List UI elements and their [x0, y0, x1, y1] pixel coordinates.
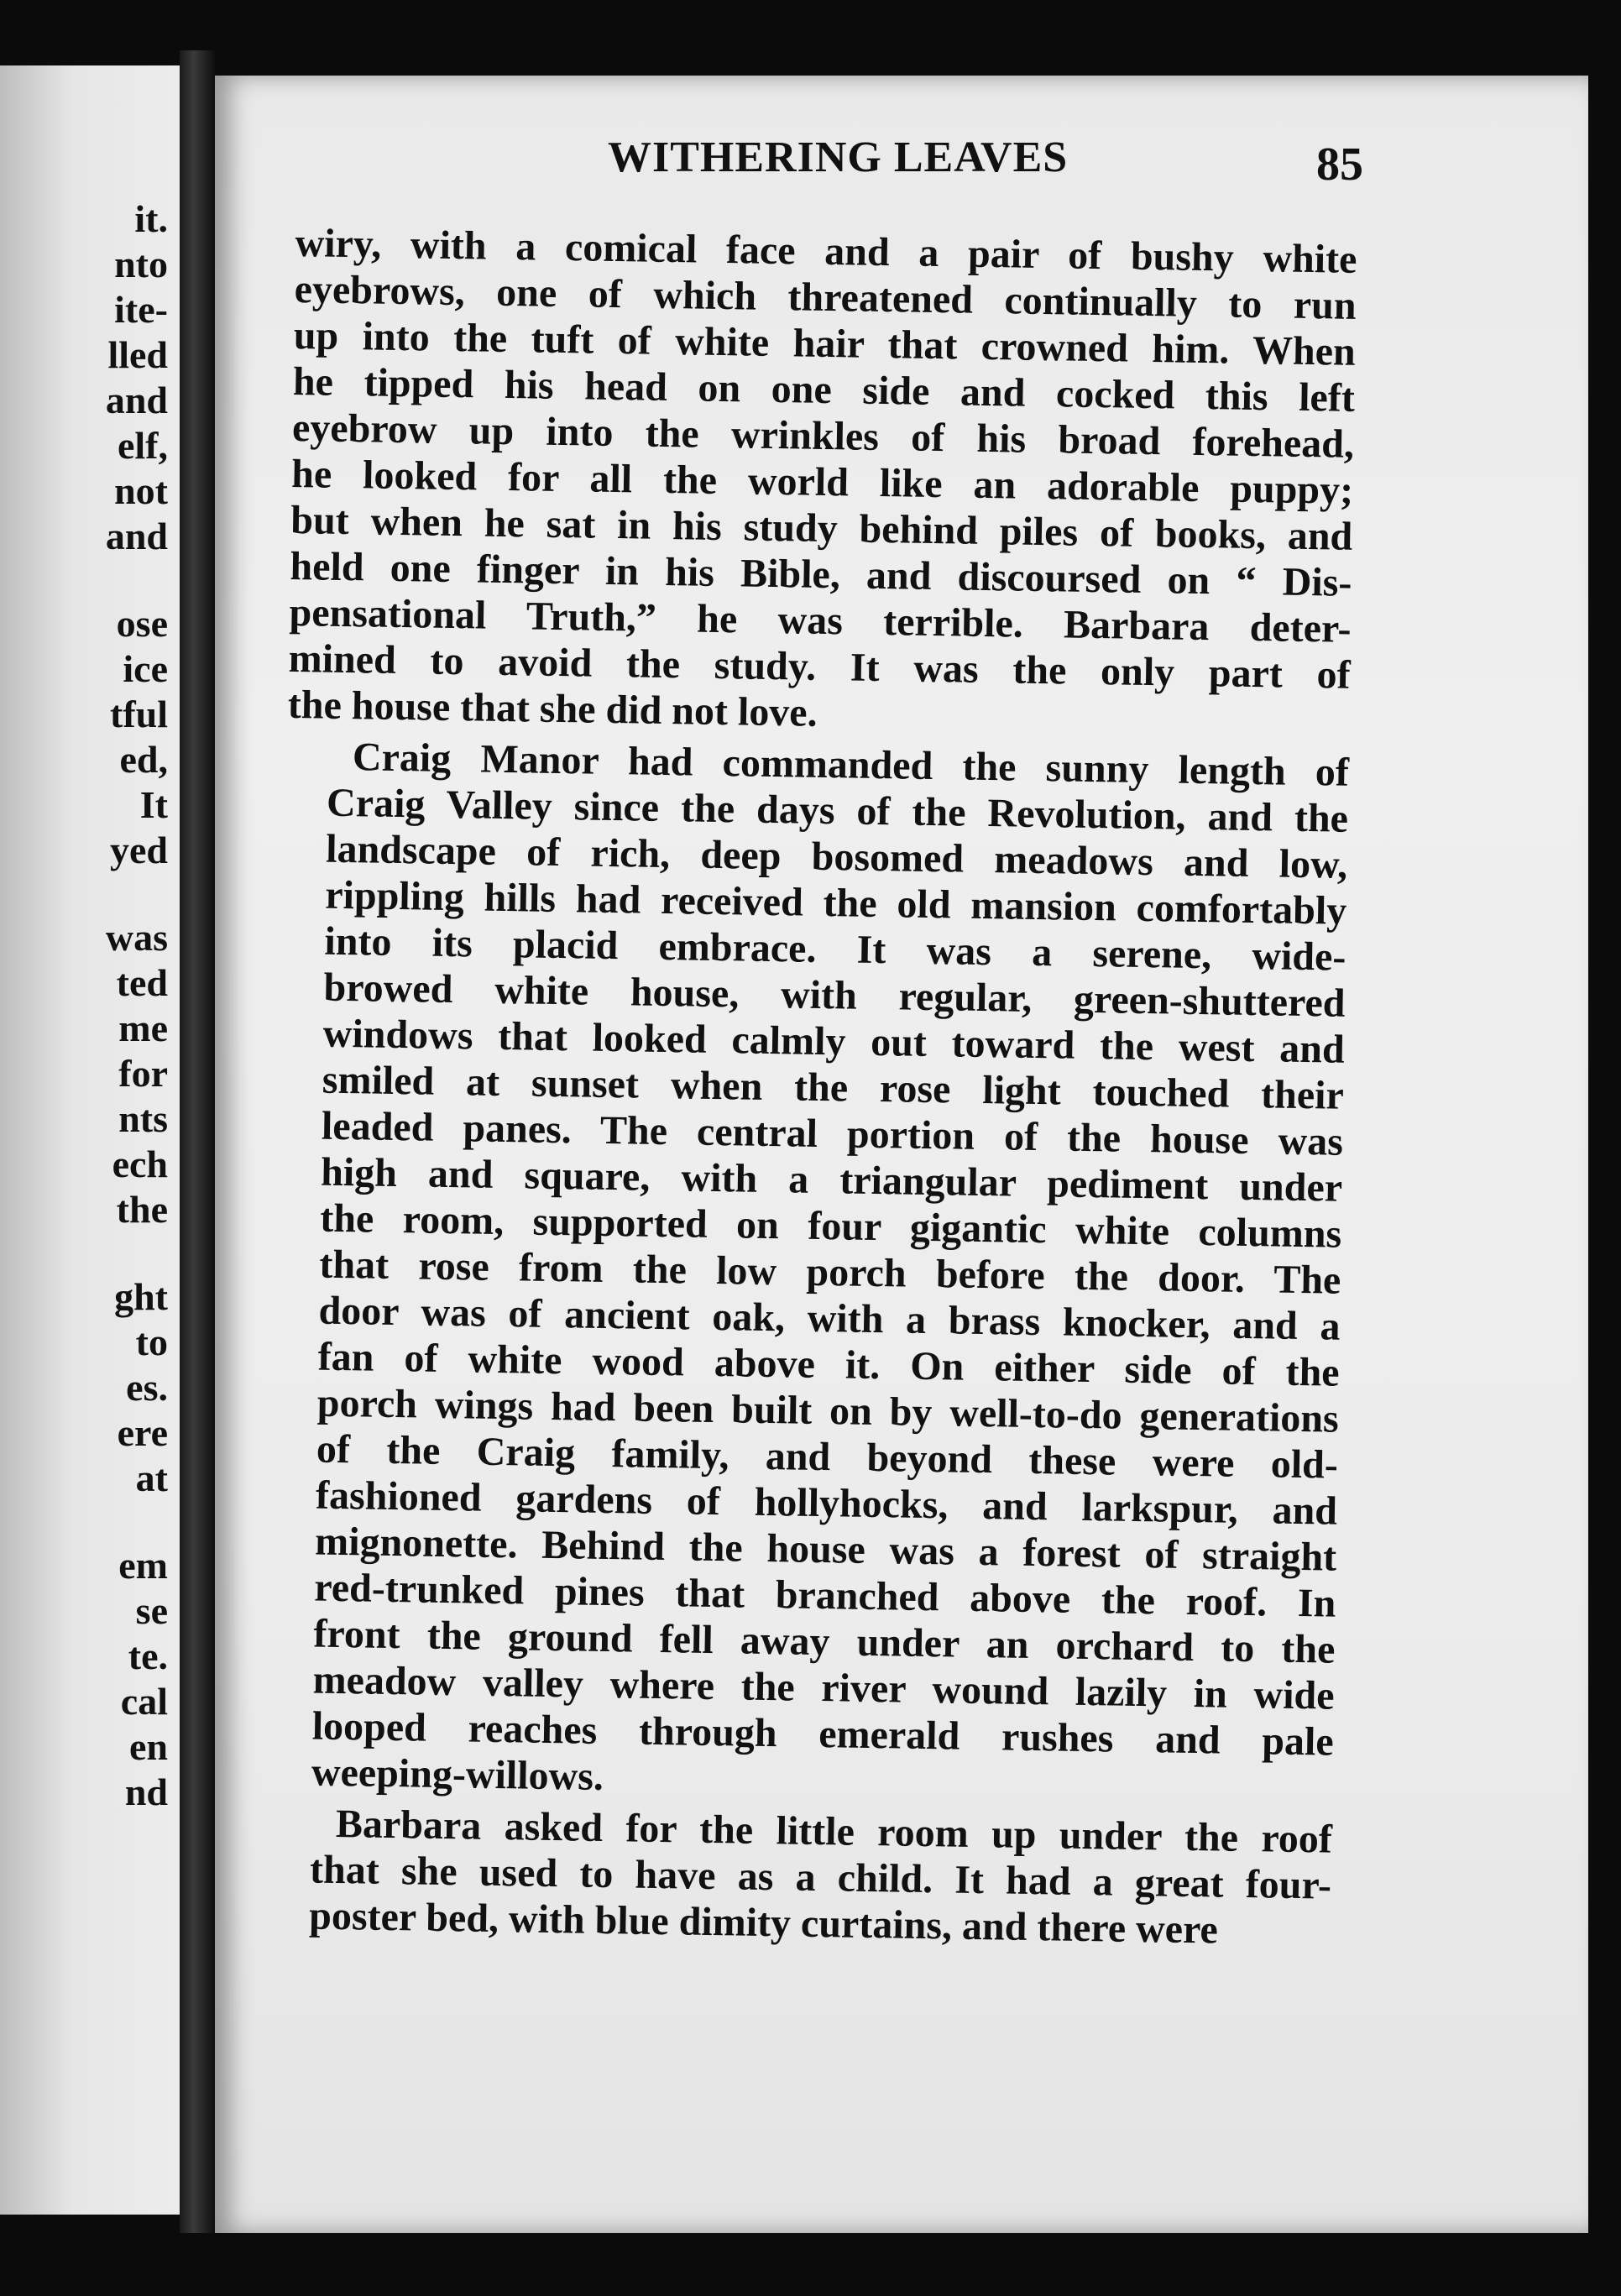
- facing-page-fragment: [0, 65, 180, 2215]
- facing-page-line-fragment: and: [105, 379, 168, 421]
- text-line: rippling hills had received the old mansion comfortably: [324, 872, 1347, 934]
- paragraph: [287, 220, 1357, 745]
- facing-page-line-fragment: ose: [116, 602, 168, 645]
- text-line: windows that looked calmly out toward the west and: [322, 1011, 1346, 1072]
- paragraph: [271, 733, 1350, 1812]
- text-line: fashioned gardens of hollyhocks, and larkspur, and: [315, 1472, 1338, 1534]
- text-line: mignonette. Behind the house was a forest of straight: [314, 1519, 1337, 1580]
- text-line: weeping-willows.: [311, 1749, 604, 1799]
- text-line: the house that she did not love.: [287, 682, 818, 735]
- text-line: the room, supported on four gigantic white columns: [319, 1195, 1342, 1257]
- text-line: front the ground fell away under an orchard to the: [313, 1611, 1336, 1672]
- facing-page-line-fragment: and: [105, 515, 168, 557]
- text-line: looped reaches through emerald rushes and pale: [311, 1703, 1335, 1765]
- text-line: he looked for all the world like an adorable puppy;: [290, 451, 1354, 513]
- facing-page-line-fragment: ice: [123, 647, 168, 690]
- text-line: meadow valley where the river wound lazily in wide: [312, 1657, 1335, 1718]
- text-line: that rose from the low porch before the door. The: [319, 1242, 1341, 1303]
- text-line: eyebrow up into the wrinkles of his broad forehead,: [291, 405, 1355, 467]
- text-line: of the Craig family, and beyond these were old-: [316, 1426, 1339, 1488]
- facing-page-line-fragment: at: [135, 1457, 168, 1499]
- text-line: porch wings had been built on by well-to-do generations: [316, 1380, 1340, 1441]
- facing-page-line-fragment: me: [118, 1007, 168, 1049]
- facing-page-line-fragment: the: [116, 1188, 168, 1231]
- text-line: leaded panes. The central portion of the house was: [321, 1103, 1344, 1164]
- facing-page-line-fragment: en: [129, 1725, 168, 1768]
- body-text: [269, 220, 1357, 1960]
- text-line: browed white house, with regular, green-shuttered: [323, 965, 1346, 1026]
- facing-page-line-fragment: it.: [134, 197, 168, 240]
- book-gutter: [180, 50, 215, 2233]
- text-line: Craig Valley since the days of the Revolution, and the: [326, 780, 1349, 841]
- facing-page-line-fragment: nts: [118, 1097, 168, 1140]
- facing-page-line-fragment: se: [135, 1589, 168, 1632]
- running-title: WITHERING LEAVES: [608, 133, 1069, 181]
- facing-page-line-fragment: ed,: [119, 738, 168, 781]
- text-line: red-trunked pines that branched above the roof. In: [313, 1565, 1336, 1626]
- text-line: smiled at sunset when the rose light touched their: [322, 1057, 1345, 1118]
- facing-page-line-fragment: em: [118, 1544, 168, 1587]
- text-line: into its placid embrace. It was a serene, wide-: [324, 918, 1346, 980]
- text-line: Barbara asked for the little room up under the roof: [335, 1801, 1333, 1862]
- facing-page-line-fragment: ere: [117, 1411, 168, 1454]
- text-line: he tipped his head on one side and cocked this left: [292, 358, 1356, 421]
- facing-page-line-fragment: nto: [114, 243, 168, 285]
- facing-page-line-fragment: was: [105, 916, 168, 959]
- facing-page-line-fragment: yed: [110, 829, 168, 871]
- text-line: held one finger in his Bible, and discoursed on “ Dis-: [290, 543, 1352, 605]
- text-line: but when he sat in his study behind piles of books, and: [290, 497, 1353, 559]
- text-line: mined to avoid the study. It was the only part of: [288, 635, 1352, 698]
- facing-page-line-fragment: cal: [120, 1680, 168, 1723]
- text-line: landscape of rich, deep bosomed meadows and low,: [325, 826, 1348, 887]
- facing-page-line-fragment: ght: [114, 1275, 168, 1318]
- text-line: poster bed, with blue dimity curtains, and there were: [308, 1893, 1219, 1953]
- text-line: door was of ancient oak, with a brass knocker, and a: [318, 1288, 1341, 1349]
- page-number: 85: [1316, 139, 1363, 191]
- facing-page-line-fragment: ech: [112, 1143, 168, 1185]
- facing-page-line-fragment: not: [114, 469, 168, 512]
- text-line: eyebrows, one of which threatened continually to run: [294, 266, 1357, 328]
- facing-page-line-fragment: ted: [116, 961, 168, 1004]
- running-head: [390, 133, 1363, 191]
- facing-page-line-fragment: elf,: [117, 424, 168, 467]
- facing-page-line-fragment: for: [118, 1052, 168, 1095]
- text-line: wiry, with a comical face and a pair of bushy white: [295, 220, 1357, 282]
- text-line: up into the tuft of white hair that crowned him. When: [293, 312, 1357, 374]
- paragraph: [269, 1800, 1332, 1955]
- facing-page-line-fragment: te.: [128, 1634, 168, 1677]
- text-line: fan of white wood above it. On either side of the: [317, 1334, 1341, 1395]
- text-line: Craig Manor had commanded the sunny length of: [352, 735, 1350, 795]
- facing-page-line-fragment: to: [135, 1321, 168, 1363]
- text-line: high and square, with a triangular pediment under: [320, 1149, 1343, 1211]
- text-line: pensational Truth,” he was terrible. Barbara deter-: [289, 589, 1352, 651]
- facing-page-line-fragment: tful: [110, 693, 168, 735]
- text-line: that she used to have as a child. It had a great four-: [309, 1847, 1332, 1908]
- facing-page-line-fragment: ite-: [114, 288, 168, 331]
- facing-page-line-fragment: lled: [107, 333, 168, 376]
- facing-page-line-fragment: It: [139, 783, 168, 826]
- facing-page-line-fragment: es.: [126, 1366, 168, 1409]
- facing-page-line-fragment: nd: [124, 1770, 168, 1813]
